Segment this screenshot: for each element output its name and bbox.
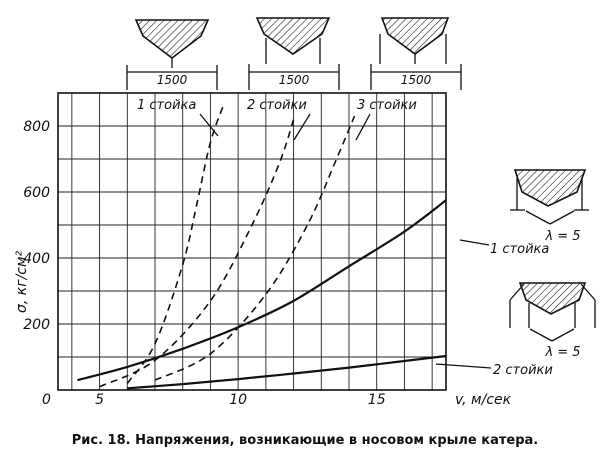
label-solid-1-strut: 1 стойка <box>490 242 550 257</box>
leader-line <box>460 240 489 245</box>
series-line-dashed-3 <box>100 119 294 386</box>
inset-right-two-struts <box>510 283 595 360</box>
inset-right-one-strut <box>510 170 589 244</box>
inset-dimension: 1500 <box>278 73 310 87</box>
x-axis-label: v, м/сек <box>455 392 512 408</box>
leader-line <box>200 114 218 136</box>
y-axis-label: σ, кг/см² <box>14 250 30 313</box>
y-tick-label: 200 <box>23 317 50 333</box>
lambda-label: λ = 5 <box>545 229 581 244</box>
lambda-label: λ = 5 <box>545 345 581 360</box>
inset-dimension: 1500 <box>156 73 188 87</box>
inset-three-struts <box>371 18 461 90</box>
leader-line <box>356 114 370 140</box>
label-solid-2-struts: 2 стойки <box>493 363 553 378</box>
y-tick-label: 400 <box>23 251 50 267</box>
curves <box>77 103 446 389</box>
figure-caption: Рис. 18. Напряжения, возникающие в носовом крыле катера. <box>71 433 539 448</box>
inset-one-strut <box>127 20 217 90</box>
series-line-solid-1 <box>127 356 446 388</box>
y-tick-label: 800 <box>23 119 50 135</box>
x-tick-label: 5 <box>95 392 105 408</box>
y-tick-label: 600 <box>23 185 50 201</box>
x-tick-label: 10 <box>229 392 248 408</box>
leader-line <box>436 364 491 368</box>
inset-dimension: 1500 <box>400 73 432 87</box>
inset-two-struts <box>249 18 339 90</box>
label-dashed-1-strut: 1 стойка <box>137 98 197 113</box>
leader-line <box>294 114 310 140</box>
series-line-solid-0 <box>77 200 446 380</box>
origin-label: 0 <box>42 392 51 408</box>
label-dashed-3-struts: 3 стойки <box>357 98 417 113</box>
label-dashed-2-struts: 2 стойки <box>247 98 307 113</box>
x-tick-labels <box>95 392 386 408</box>
x-tick-label: 15 <box>367 392 386 408</box>
series-line-dashed-4 <box>155 116 355 380</box>
